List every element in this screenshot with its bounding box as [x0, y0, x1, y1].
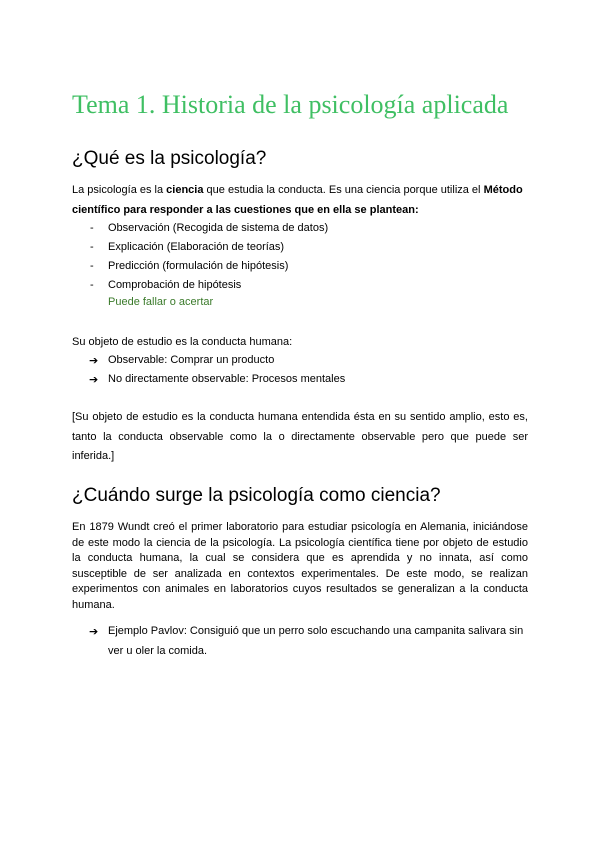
intro-bold-metodo: Método científico para responder a las cuestiones que en ella se plantean: — [72, 184, 523, 216]
list-item — [72, 238, 328, 257]
list-item — [72, 257, 328, 276]
intro-paragraph — [72, 181, 528, 220]
dash-marker: - — [90, 222, 94, 234]
list-item-text: Comprobación de hipótesis — [108, 279, 242, 291]
method-steps-list — [72, 219, 328, 295]
list-item — [72, 276, 328, 295]
dash-marker: - — [90, 241, 94, 253]
bracket-paragraph: [Su objeto de estudio es la conducta humana entendida ésta en su sentido amplio, esto es, tanto la conducta observable como la o directamente observable pero que puede ser inferida.] — [72, 411, 528, 462]
pavlov-example-text: Ejemplo Pavlov: Consiguió que un perro solo escuchando una campanita salivara sin ver u oler la comida. — [108, 625, 524, 657]
section-heading-what-is-psychology: ¿Qué es la psicología? — [72, 148, 267, 169]
list-item-text: Predicción (formulación de hipótesis) — [108, 260, 289, 272]
dash-marker: - — [90, 260, 94, 272]
section-heading-when-science: ¿Cuándo surge la psicología como ciencia? — [72, 485, 441, 506]
arrow-icon: ➔ — [89, 373, 99, 386]
object-items-list — [72, 351, 345, 389]
wundt-paragraph: En 1879 Wundt creó el primer laboratorio para estudiar psicología en Alemania, iniciándose de este modo la ciencia de la psicología. La psicología científica tiene por objeto de estudio la conducta humana, la cual se considera que es aprendida y no innata, así como susceptible de ser analizada en contextos experimentales. De este modo, se realizan experimentos con animales en laboratorios cuyos resultados se generalizan a la conducta humana. — [72, 521, 528, 611]
dash-marker: - — [90, 279, 94, 291]
list-item-text: Observación (Recogida de sistema de datos) — [108, 222, 329, 234]
list-item-text: No directamente observable: Procesos mentales — [108, 373, 346, 385]
hypothesis-note: Puede fallar o acertar — [108, 296, 214, 308]
pavlov-example — [72, 622, 528, 661]
intro-text-1: La psicología es la — [72, 184, 167, 196]
list-item — [72, 370, 345, 389]
arrow-icon: ➔ — [89, 625, 99, 638]
list-item — [72, 351, 345, 370]
arrow-icon: ➔ — [89, 354, 99, 367]
document-title: Tema 1. Historia de la psicología aplicada — [72, 90, 509, 119]
intro-text-2: que estudia la conducta. Es una ciencia porque utiliza el — [203, 184, 484, 196]
list-item — [72, 219, 328, 238]
intro-bold-ciencia: ciencia — [166, 184, 204, 196]
list-item-text: Explicación (Elaboración de teorías) — [108, 241, 285, 253]
object-intro: Su objeto de estudio es la conducta humana: — [72, 336, 293, 348]
list-item-text: Observable: Comprar un producto — [108, 354, 275, 366]
